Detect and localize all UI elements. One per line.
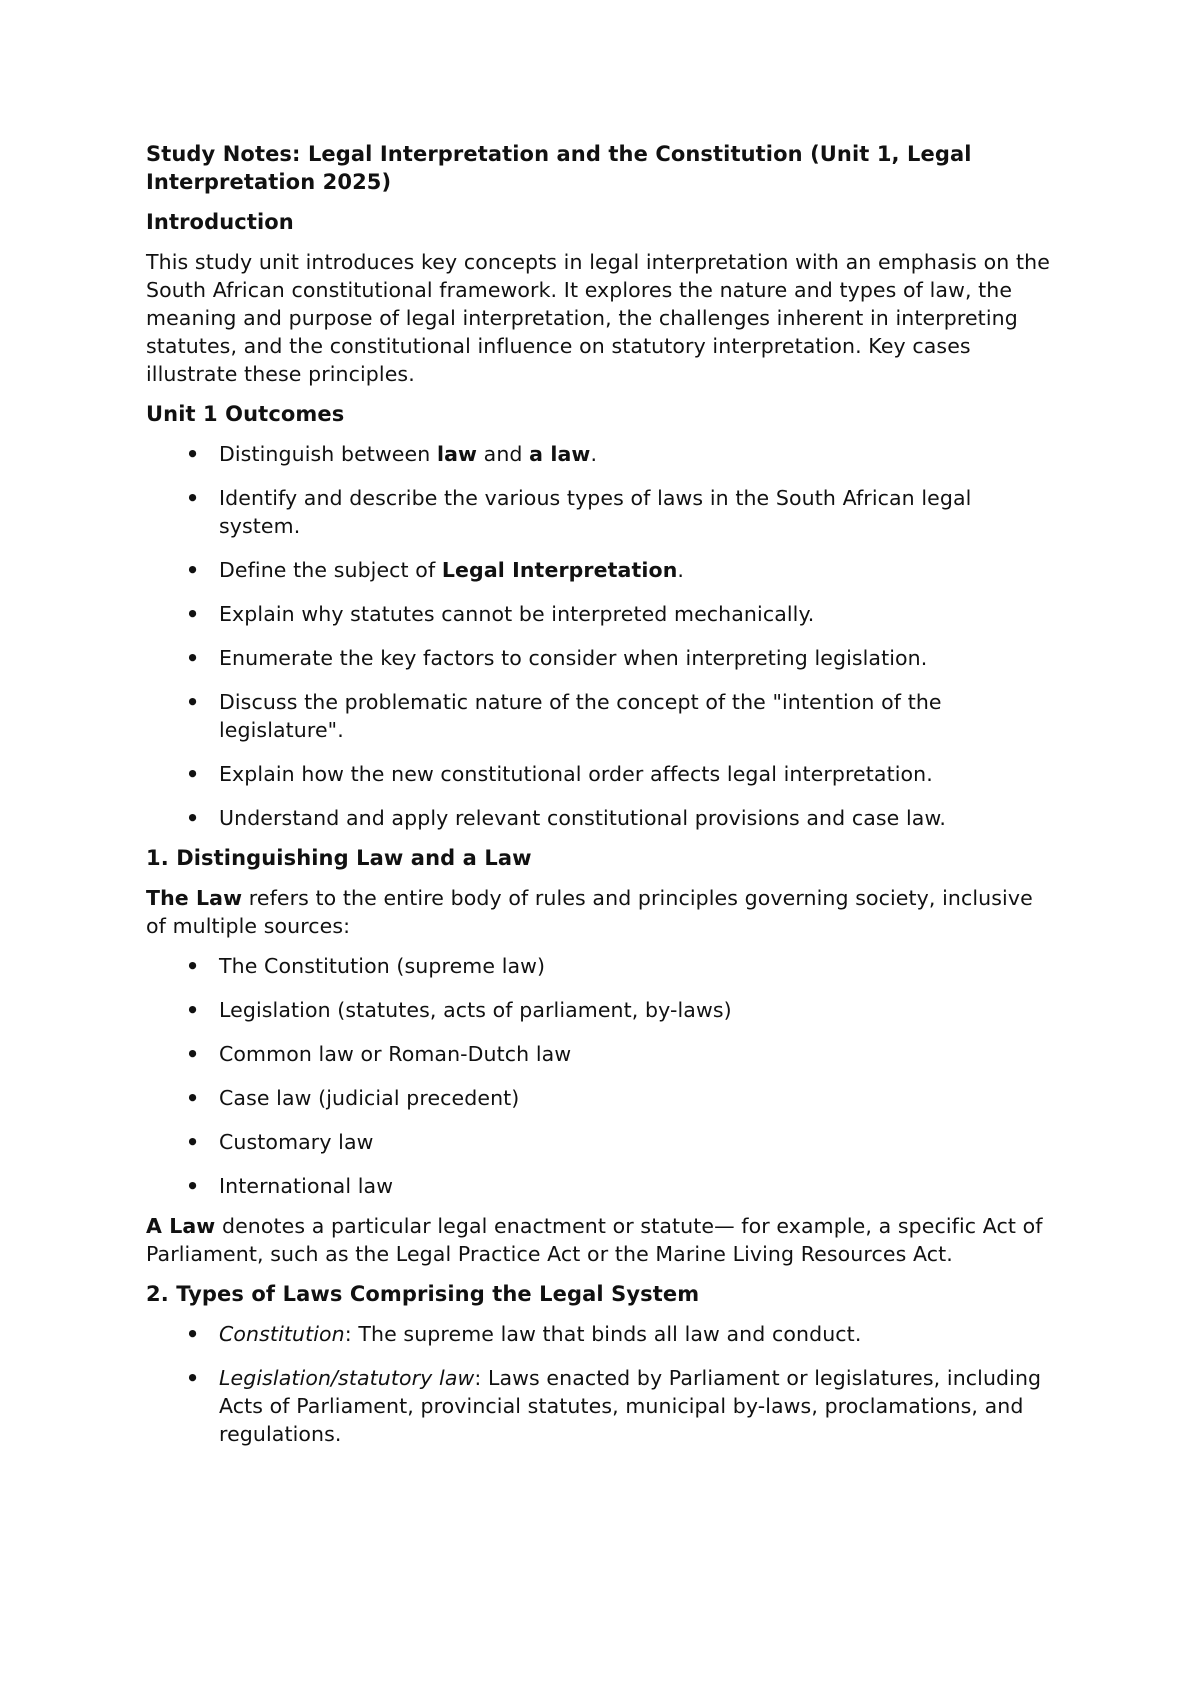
bullet-icon: •: [186, 602, 200, 626]
bullet-icon: •: [186, 442, 200, 466]
bullet-icon: •: [186, 486, 200, 510]
outcome-bold-term: law: [436, 442, 478, 466]
outcome-text: Discuss the problematic nature of the concept of the "intention of the legislature".: [219, 690, 942, 742]
outcome-text: Explain how the new constitutional order affects legal interpretation.: [219, 762, 933, 786]
law-types-list: [146, 1320, 1056, 1448]
list-item: [146, 1320, 1056, 1348]
bullet-icon: •: [186, 690, 200, 714]
introduction-paragraph: This study unit introduces key concepts in legal interpretation with an emphasis on the South African constitutional framework. It explores the nature and types of law, the meaning and purpose of legal interpretation, the challenges inherent in interpreting statutes, and the constitutional influence on statutory interpretation. Key cases illustrate these principles.: [146, 250, 1050, 386]
a-law-text: denotes a particular legal enactment or statute— for example, a specific Act of Parliament, such as the Legal Practice Act or the Marine Living Resources Act.: [146, 1214, 1043, 1266]
outcome-text: and: [477, 442, 530, 466]
list-item: [146, 996, 1056, 1024]
law-type-text: : Laws enacted by Parliament or legislatures, including Acts of Parliament, provincial statutes, municipal by-laws, proclamations, and regulations.: [219, 1366, 1042, 1446]
a-law-term: A Law: [146, 1214, 216, 1238]
list-item: [146, 1172, 1056, 1200]
bullet-icon: •: [186, 1366, 200, 1390]
list-item: [146, 804, 1056, 832]
source-text: Case law (judicial precedent): [219, 1086, 520, 1110]
list-item: [146, 1040, 1056, 1068]
outcome-text: Understand and apply relevant constitutional provisions and case law.: [219, 806, 947, 830]
list-item: [146, 600, 1056, 628]
bullet-icon: •: [186, 1174, 200, 1198]
introduction-heading: Introduction: [146, 210, 294, 234]
outcome-bold-term: a law: [529, 442, 591, 466]
list-item: [146, 484, 1056, 540]
list-item: [146, 440, 1056, 468]
outcome-text: Explain why statutes cannot be interpreted mechanically.: [219, 602, 815, 626]
source-text: The Constitution (supreme law): [219, 954, 546, 978]
list-item: [146, 760, 1056, 788]
list-item: [146, 1128, 1056, 1156]
the-law-text: refers to the entire body of rules and principles governing society, inclusive of multiple sources:: [146, 886, 1033, 938]
law-type-term: Constitution: [219, 1322, 345, 1346]
outcome-bold-term: Legal Interpretation: [441, 558, 678, 582]
list-item: [146, 688, 1056, 744]
bullet-icon: •: [186, 558, 200, 582]
source-text: International law: [219, 1174, 394, 1198]
law-type-term: Legislation/statutory law: [219, 1366, 475, 1390]
source-text: Common law or Roman-Dutch law: [219, 1042, 572, 1066]
bullet-icon: •: [186, 762, 200, 786]
outcomes-heading: Unit 1 Outcomes: [146, 402, 345, 426]
law-type-text: : The supreme law that binds all law and conduct.: [344, 1322, 862, 1346]
bullet-icon: •: [186, 646, 200, 670]
list-item: [146, 1084, 1056, 1112]
law-sources-list: [146, 952, 1056, 1200]
bullet-icon: •: [186, 806, 200, 830]
outcome-text: .: [590, 442, 598, 466]
list-item: [146, 556, 1056, 584]
bullet-icon: •: [186, 1130, 200, 1154]
bullet-icon: •: [186, 954, 200, 978]
list-item: [146, 1364, 1056, 1448]
bullet-icon: •: [186, 1042, 200, 1066]
outcome-text: Identify and describe the various types of laws in the South African legal system.: [219, 486, 972, 538]
outcomes-list: [146, 440, 1056, 832]
outcome-text: Enumerate the key factors to consider when interpreting legislation.: [219, 646, 928, 670]
outcome-text: Distinguish between: [219, 442, 437, 466]
bullet-icon: •: [186, 1086, 200, 1110]
section-1-heading: 1. Distinguishing Law and a Law: [146, 846, 532, 870]
bullet-icon: •: [186, 998, 200, 1022]
document-page: [146, 140, 1056, 1460]
document-title: Study Notes: Legal Interpretation and the Constitution (Unit 1, Legal Interpretation 2025): [146, 142, 972, 194]
list-item: [146, 952, 1056, 980]
a-law-paragraph: [146, 1212, 1056, 1268]
source-text: Legislation (statutes, acts of parliament, by-laws): [219, 998, 732, 1022]
outcome-text: Define the subject of: [219, 558, 442, 582]
the-law-term: The Law: [146, 886, 243, 910]
list-item: [146, 644, 1056, 672]
the-law-paragraph: [146, 884, 1056, 940]
bullet-icon: •: [186, 1322, 200, 1346]
section-2-heading: 2. Types of Laws Comprising the Legal System: [146, 1282, 700, 1306]
outcome-text: .: [677, 558, 685, 582]
source-text: Customary law: [219, 1130, 374, 1154]
